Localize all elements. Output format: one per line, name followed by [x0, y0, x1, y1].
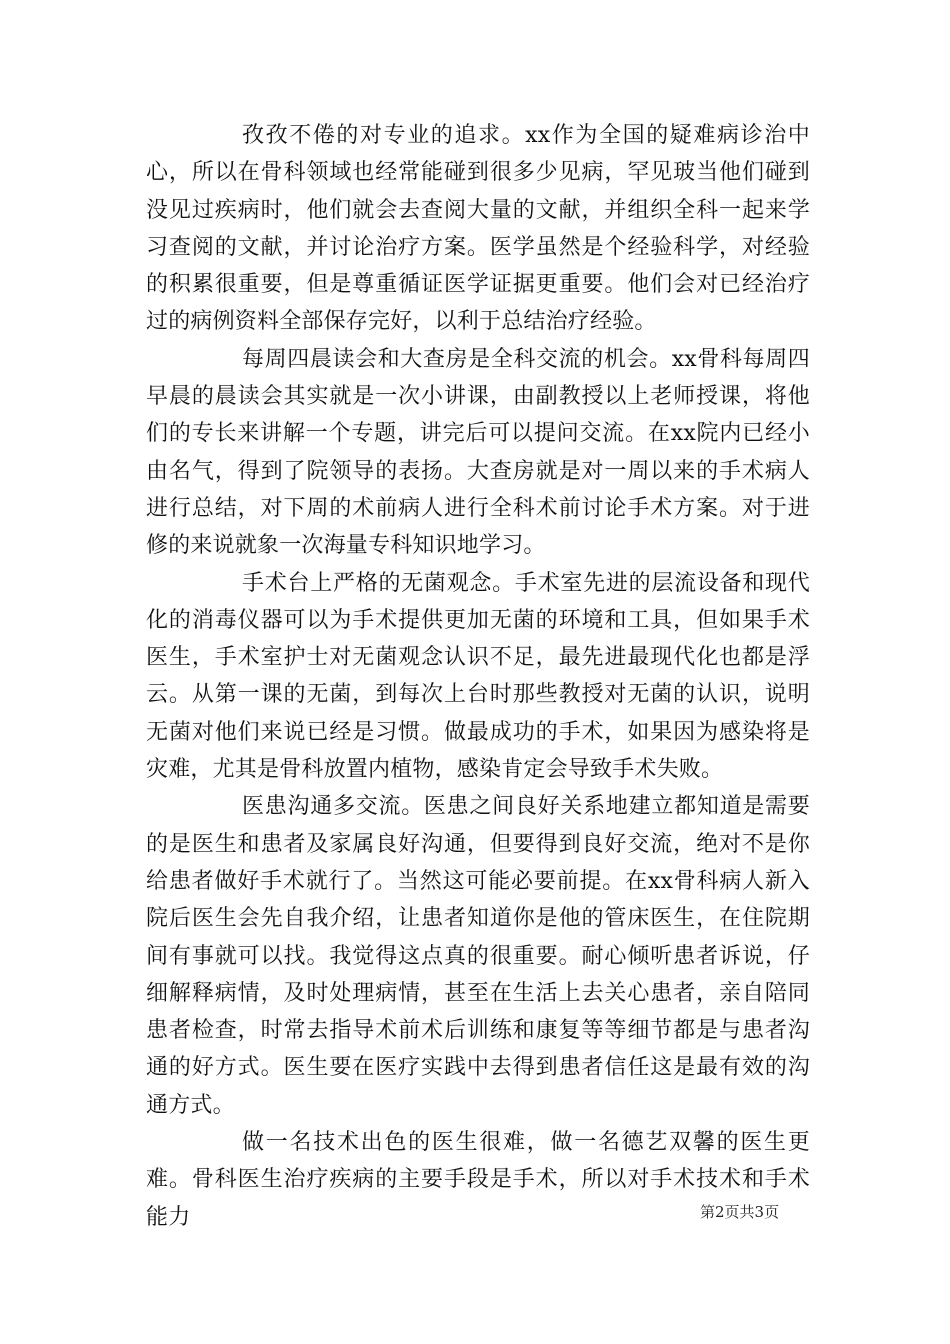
paragraph-aseptic: 手术台上严格的无菌观念。手术室先进的层流设备和现代化的消毒仪器可以为手术提供更加无菌的环境和工具，但如果手术医生，手术室护士对无菌观念认识不足，最先进最现代化也都是浮云。从第一课的无菌，到每次上台时那些教授对无菌的认识，说明无菌对他们来说已经是习惯。做最成功的手术，如果因为感染将是灾难，尤其是骨科放置内植物，感染肯定会导致手术失败。 [146, 570, 810, 783]
document-body [146, 117, 810, 1236]
paragraph-virtue: 做一名技术出色的医生很难，做一名德艺双馨的医生更难。骨科医生治疗疾病的主要手段是手术，所以对手术技术和手术能力 [146, 1130, 810, 1230]
paragraph-pursuit: 孜孜不倦的对专业的追求。xx作为全国的疑难病诊治中心，所以在骨科领域也经常能碰到很多少见病，罕见玻当他们碰到没见过疾病时，他们就会去查阅大量的文献，并组织全科一起来学习查阅的文献，并讨论治疗方案。医学虽然是个经验科学，对经验的积累很重要，但是尊重循证医学证据更重要。他们会对已经治疗过的病例资料全部保存完好，以利于总结治疗经验。 [146, 123, 810, 335]
page-number-footer: 第2页共3页 [700, 1203, 780, 1221]
paragraph-morning-reading: 每周四晨读会和大查房是全科交流的机会。xx骨科每周四早晨的晨读会其实就是一次小讲课，由副教授以上老师授课，将他们的专长来讲解一个专题，讲完后可以提问交流。在xx院内已经小由名气，得到了院领导的表扬。大查房就是对一周以来的手术病人进行总结，对下周的术前病人进行全科术前讨论手术方案。对于进修的来说就象一次海量专科知识地学习。 [146, 346, 810, 559]
paragraph-communication: 医患沟通多交流。医患之间良好关系地建立都知道是需要的是医生和患者及家属良好沟通，但要得到良好交流，绝对不是你给患者做好手术就行了。当然这可能必要前提。在xx骨科病人新入院后医生会先自我介绍，让患者知道你是他的管床医生，在住院期间有事就可以找。我觉得这点真的很重要。耐心倾听患者诉说，仔细解释病情，及时处理病情，甚至在生活上去关心患者，亲自陪同患者检查，时常去指导术前术后训练和康复等等细节都是与患者沟通的好方式。医生要在医疗实践中去得到患者信任这是最有效的沟通方式。 [146, 794, 810, 1118]
